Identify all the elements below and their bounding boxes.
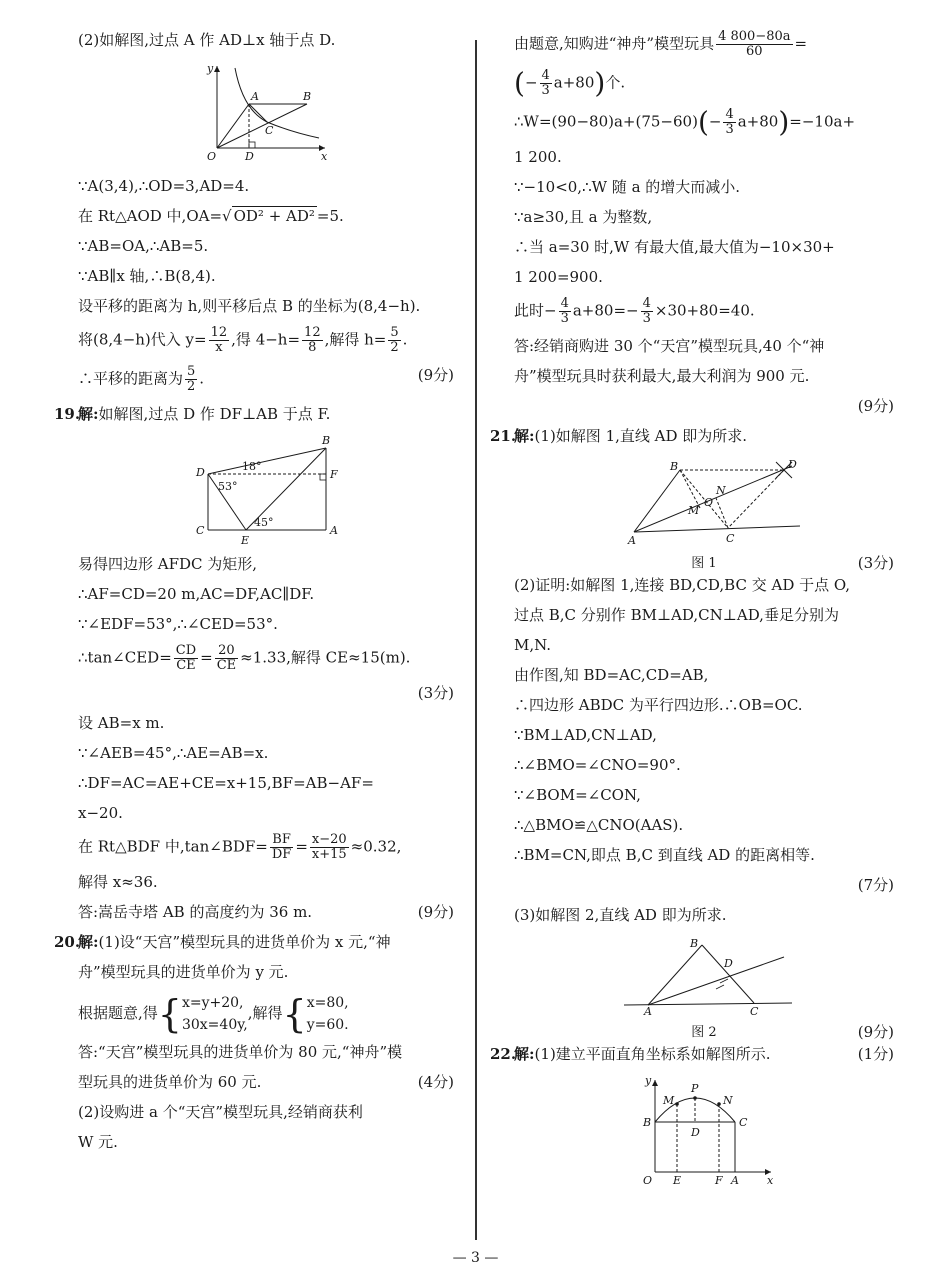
- fig19-label-E: E: [241, 534, 250, 546]
- fig18-label-y: y: [207, 62, 214, 75]
- fig22-label-M: M: [663, 1094, 675, 1107]
- q20-cont-line9: 此时− $\frac{4}{3}$ a+80=− $\frac{4}{3}$ ×30+80=40.: [514, 296, 755, 326]
- fig22-label-C: C: [739, 1116, 748, 1129]
- figure-q19: [186, 434, 346, 546]
- q20-cont-line11: 舟”模型玩具时获利最大,最大利润为 900 元.: [514, 367, 810, 385]
- fig18-label-x: x: [321, 150, 328, 163]
- fig19-label-C: C: [196, 524, 205, 537]
- q20-score2: (9分): [857, 397, 894, 415]
- fig21b-label-C: C: [750, 1005, 759, 1015]
- fig21a-label-M: M: [688, 504, 700, 517]
- q19-line11: 解得 x≈36.: [78, 873, 158, 891]
- q19-line10: 在 Rt△BDF 中,tan∠BDF= $\frac{BF}{DF}$ = $\frac{x-20}{x+15}$ ≈0.32,: [78, 832, 402, 862]
- q20-cont-line8: 1 200=900.: [514, 268, 603, 286]
- fig22-label-N: N: [723, 1094, 733, 1107]
- q20-line7: W 元.: [78, 1133, 118, 1151]
- fig22-label-F: F: [715, 1174, 723, 1186]
- fig19-angle-18: 18°: [242, 460, 262, 473]
- q21-line4: M,N.: [514, 636, 552, 654]
- q21-figure1-row: [514, 552, 894, 571]
- q21-line3: 过点 B,C 分别作 BM⊥AD,CN⊥AD,垂足分别为: [514, 606, 839, 624]
- q19-score2: (9分): [417, 903, 454, 921]
- q20-score1: (4分): [417, 1073, 454, 1091]
- q20-line5: 型玩具的进货单价为 60 元. (4分): [78, 1073, 454, 1091]
- q20-cont-line5: ∵−10<0,∴W 随 a 的增大而减小.: [514, 178, 741, 196]
- q21-line2: (2)证明:如解图 1,连接 BD,CD,BC 交 AD 于点 O,: [514, 576, 851, 594]
- q21-line6: ∴四边形 ABDC 为平行四边形.∴OB=OC.: [514, 696, 803, 714]
- fig19-label-F: F: [330, 468, 338, 481]
- q21-line8: ∴∠BMO=∠CNO=90°.: [514, 756, 681, 774]
- q20-line1: 20. 解:(1)设“天宫”模型玩具的进货单价为 x 元,“神: [54, 933, 391, 951]
- q21-caption1: 图 1: [691, 556, 717, 571]
- fig19-label-D: D: [196, 466, 205, 479]
- fig19-label-A: A: [330, 524, 338, 537]
- fig18-label-B: B: [303, 90, 312, 103]
- q20-cont-line10: 答:经销商购进 30 个“天宫”模型玩具,40 个“神: [514, 337, 825, 355]
- q21-score2: (7分): [857, 876, 894, 894]
- q19-number: 19.: [54, 405, 81, 423]
- q21-figure2-row: [514, 1021, 894, 1040]
- q18-line5: ∵AB∥x 轴,∴B(8,4).: [78, 267, 216, 285]
- fig19-angle-53: 53°: [218, 480, 238, 493]
- fig22-label-E: E: [673, 1174, 682, 1186]
- fig21b-label-D: D: [724, 957, 733, 970]
- q21-line11: ∴BM=CN,即点 B,C 到直线 AD 的距离相等.: [514, 846, 815, 864]
- q21-number: 21.: [490, 427, 517, 445]
- q20-line6: (2)设购进 a 个“天宫”模型玩具,经销商获利: [78, 1103, 363, 1121]
- fig18-label-O: O: [207, 150, 217, 163]
- figure-q21-1: [604, 456, 804, 546]
- fig19-label-B: B: [322, 434, 331, 447]
- q19-line6: 设 AB=x m.: [78, 714, 165, 732]
- q19-line1: 19. 解:如解图,过点 D 作 DF⊥AB 于点 F.: [54, 405, 331, 423]
- fig19-angle-45: 45°: [254, 516, 274, 529]
- q22-score: (1分): [857, 1045, 894, 1063]
- q21-caption2: 图 2: [691, 1025, 717, 1040]
- q19-line9: x−20.: [78, 804, 123, 822]
- fig21b-label-A: A: [644, 1005, 652, 1015]
- q19-line4: ∵∠EDF=53°,∴∠CED=53°.: [78, 615, 278, 633]
- q20-cont-line1: 由题意,知购进“神舟”模型玩具 $\frac{4 800-80a}{60}$ =: [514, 29, 808, 59]
- fig18-label-A: A: [251, 90, 259, 103]
- fig21a-label-N: N: [716, 484, 726, 497]
- figure-q22: [629, 1074, 779, 1186]
- q22-number: 22.: [490, 1045, 517, 1063]
- q20-cont-line3: ∴W=(90−80)a+(75−60)(− $\frac{4}{3}$ a+80)=−10a+: [514, 105, 856, 139]
- q21-line1: 21. 解:(1)如解图 1,直线 AD 即为所求.: [490, 427, 748, 445]
- q20-cont-line6: ∵a≥30,且 a 为整数,: [514, 208, 653, 226]
- fig21a-label-C: C: [726, 532, 735, 545]
- q21-line12: (3)如解图 2,直线 AD 即为所求.: [514, 906, 727, 924]
- q20-line4: 答:“天宫”模型玩具的进货单价为 80 元,“神舟”模: [78, 1043, 403, 1061]
- q18-line2: ∵A(3,4),∴OD=3,AD=4.: [78, 177, 250, 195]
- fig22-label-P: P: [691, 1082, 699, 1095]
- fig21a-label-D: D: [788, 458, 797, 471]
- q20-line2: 舟”模型玩具的进货单价为 y 元.: [78, 963, 289, 981]
- fig22-label-y: y: [645, 1074, 652, 1087]
- q19-line7: ∵∠AEB=45°,∴AE=AB=x.: [78, 744, 269, 762]
- page-number: — 3 —: [452, 1250, 499, 1266]
- q20-cont-line7: ∴当 a=30 时,W 有最大值,最大值为−10×30+: [514, 238, 835, 256]
- figure-q18: [201, 60, 331, 168]
- fig22-label-A: A: [731, 1174, 739, 1186]
- left-column: [54, 30, 454, 1162]
- q22-line1: 22. 解:(1)建立平面直角坐标系如解图所示. (1分): [490, 1045, 894, 1063]
- fig18-label-D: D: [245, 150, 254, 163]
- q19-line5: ∴tan∠CED= $\frac{CD}{CE}$ = $\frac{20}{CE}$ ≈1.33,解得 CE≈15(m).: [78, 643, 411, 673]
- fig21a-label-O: O: [704, 496, 714, 509]
- fig22-label-O: O: [643, 1174, 653, 1186]
- q20-cont-line4: 1 200.: [514, 148, 562, 166]
- q19-line8: ∴DF=AC=AE+CE=x+15,BF=AB−AF=: [78, 774, 374, 792]
- q18-line6: 设平移的距离为 h,则平移后点 B 的坐标为(8,4−h).: [78, 297, 421, 315]
- q18-line4: ∵AB=OA,∴AB=5.: [78, 237, 209, 255]
- fig21a-label-A: A: [628, 534, 636, 546]
- fig22-label-D: D: [691, 1126, 700, 1139]
- q21-score1: (3分): [857, 554, 894, 572]
- q18-line3: 在 Rt△AOD 中,OA=√ OD² + AD² =5.: [78, 207, 344, 225]
- fig21b-label-B: B: [690, 937, 699, 950]
- q19-line2: 易得四边形 AFDC 为矩形,: [78, 555, 258, 573]
- q18-part2-line1: (2)如解图,过点 A 作 AD⊥x 轴于点 D.: [78, 31, 336, 49]
- q19-line12: 答:嵩岳寺塔 AB 的高度约为 36 m. (9分): [78, 903, 454, 921]
- fig22-label-x: x: [767, 1174, 774, 1186]
- right-column: [490, 29, 894, 1194]
- q21-line5: 由作图,知 BD=AC,CD=AB,: [514, 666, 709, 684]
- q21-line9: ∵∠BOM=∠CON,: [514, 786, 641, 804]
- fig18-label-C: C: [265, 124, 274, 137]
- q18-score: (9分): [417, 366, 454, 384]
- q21-line7: ∵BM⊥AD,CN⊥AD,: [514, 726, 657, 744]
- column-divider: [475, 40, 477, 1240]
- q20-number: 20.: [54, 933, 81, 951]
- fig22-label-B: B: [643, 1116, 652, 1129]
- q18-line7: 将(8,4−h)代入 y= $\frac{12}{x}$ ,得 4−h= $\frac{12}{8}$ ,解得 h= $\frac{5}{2}$ .: [78, 325, 408, 355]
- q20-cont-line2: (− $\frac{4}{3}$ a+80)个.: [514, 66, 626, 100]
- figure-q21-2: [614, 935, 794, 1015]
- q19-score1: (3分): [417, 684, 454, 702]
- q21-line10: ∴△BMO≌△CNO(AAS).: [514, 816, 684, 834]
- q19-line3: ∴AF=CD=20 m,AC=DF,AC∥DF.: [78, 585, 315, 603]
- q21-score3: (9分): [857, 1023, 894, 1041]
- q18-line8: ∴平移的距离为 $\frac{5}{2}$ . (9分): [78, 364, 454, 394]
- q20-line3: 根据题意,得{x=y+20, 30x=40y,,解得{x=80, y=60.: [78, 992, 349, 1036]
- fig21a-label-B: B: [670, 460, 679, 473]
